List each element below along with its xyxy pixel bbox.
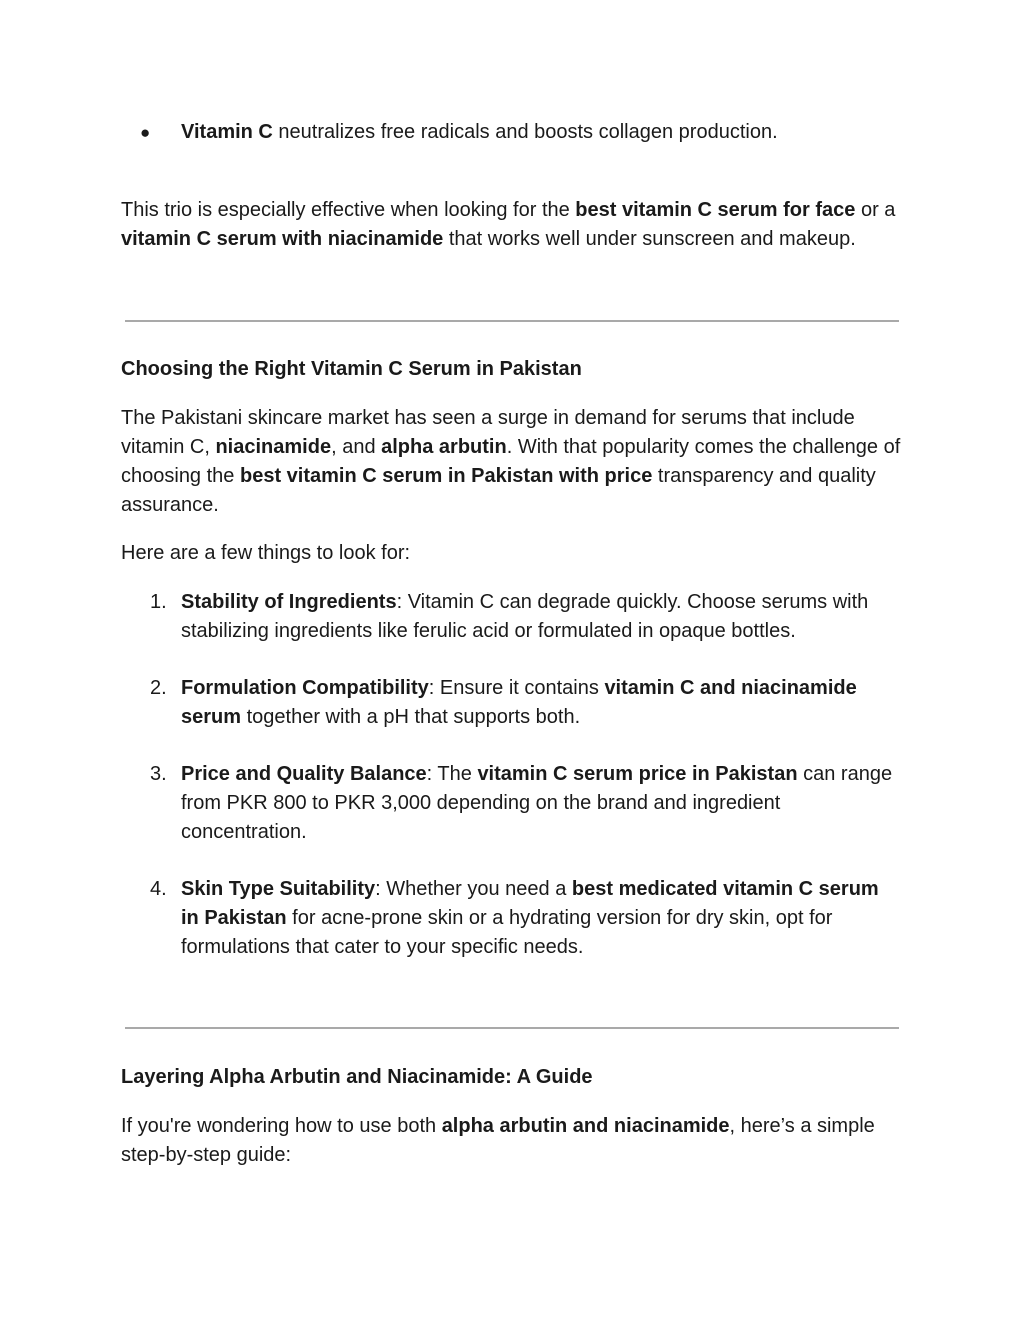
list-item-text: for acne-prone skin or a hydrating version for dry skin, opt for formulations that cater to your specific needs.: [181, 907, 833, 958]
s2-bold-1: alpha arbutin and niacinamide: [441, 1115, 730, 1137]
list-item-bold: vitamin C serum price in Pakistan: [477, 763, 798, 785]
list-item-text: : The: [426, 763, 478, 785]
list-item-body: [181, 674, 901, 732]
list-item-title: Skin Type Suitability: [181, 878, 376, 900]
s1-text-1: The Pakistani skincare market has seen a surge in demand for serums that include vitamin C,: [121, 407, 855, 458]
divider-1: [125, 320, 899, 322]
section-heading-choosing: Choosing the Right Vitamin C Serum in Pakistan: [121, 358, 582, 380]
list-item-title: Price and Quality Balance: [181, 763, 427, 785]
s1-text-3: . With that popularity comes the challenge of choosing the: [121, 436, 901, 487]
list-number: 3.: [150, 763, 167, 785]
list-item-title: Stability of Ingredients: [181, 591, 397, 613]
list-number: 1.: [150, 591, 167, 613]
divider-2: [125, 1027, 899, 1029]
intro-text-3: that works well under sunscreen and makeup.: [443, 228, 856, 250]
list-item-text: : Whether you need a: [375, 878, 572, 900]
section-heading-layering: Layering Alpha Arbutin and Niacinamide: A Guide: [121, 1066, 593, 1088]
s2-text-1: If you're wondering how to use both: [121, 1115, 442, 1137]
s1-bold-3: best vitamin C serum in Pakistan with price: [239, 465, 653, 487]
s1-text-2: , and: [331, 436, 382, 458]
section1-paragraph: [121, 404, 901, 520]
list-item-bold: best medicated vitamin C serum in Pakistan: [181, 878, 879, 929]
bullet-rest: neutralizes free radicals and boosts collagen production.: [272, 121, 778, 143]
intro-bold-1: best vitamin C serum for face: [575, 199, 856, 221]
intro-text-1: This trio is especially effective when looking for the: [121, 199, 576, 221]
list-item-text: can range from PKR 800 to PKR 3,000 depending on the brand and ingredient concentration.: [181, 763, 893, 843]
s1-bold-2: alpha arbutin: [381, 436, 507, 458]
s2-text-2: , here’s a simple step-by-step guide:: [121, 1115, 875, 1166]
list-number: 2.: [150, 677, 167, 699]
list-item-bold: vitamin C and niacinamide serum: [181, 677, 857, 728]
list-item-body: [181, 760, 901, 847]
bullet-marker: ●: [140, 123, 151, 142]
s1-bold-1: niacinamide: [215, 436, 332, 458]
list-item-body: [181, 875, 901, 962]
list-item-text: together with a pH that supports both.: [241, 706, 581, 728]
section2-paragraph: [121, 1112, 901, 1170]
list-item-title: Formulation Compatibility: [181, 677, 429, 699]
bullet-text: [181, 118, 778, 147]
list-item-text: : Vitamin C can degrade quickly. Choose serums with stabilizing ingredients like ferulic acid or formulated in opaque bottles.: [181, 591, 869, 642]
intro-paragraph: [121, 196, 901, 254]
intro-text-2: or a: [855, 199, 896, 221]
bullet-bold: Vitamin C: [181, 121, 273, 143]
section1-lead: Here are a few things to look for:: [121, 542, 411, 564]
list-number: 4.: [150, 878, 167, 900]
list-item-body: [181, 588, 901, 646]
s1-text-4: transparency and quality assurance.: [121, 465, 876, 516]
list-item-text: : Ensure it contains: [428, 677, 605, 699]
intro-bold-2: vitamin C serum with niacinamide: [121, 228, 444, 250]
